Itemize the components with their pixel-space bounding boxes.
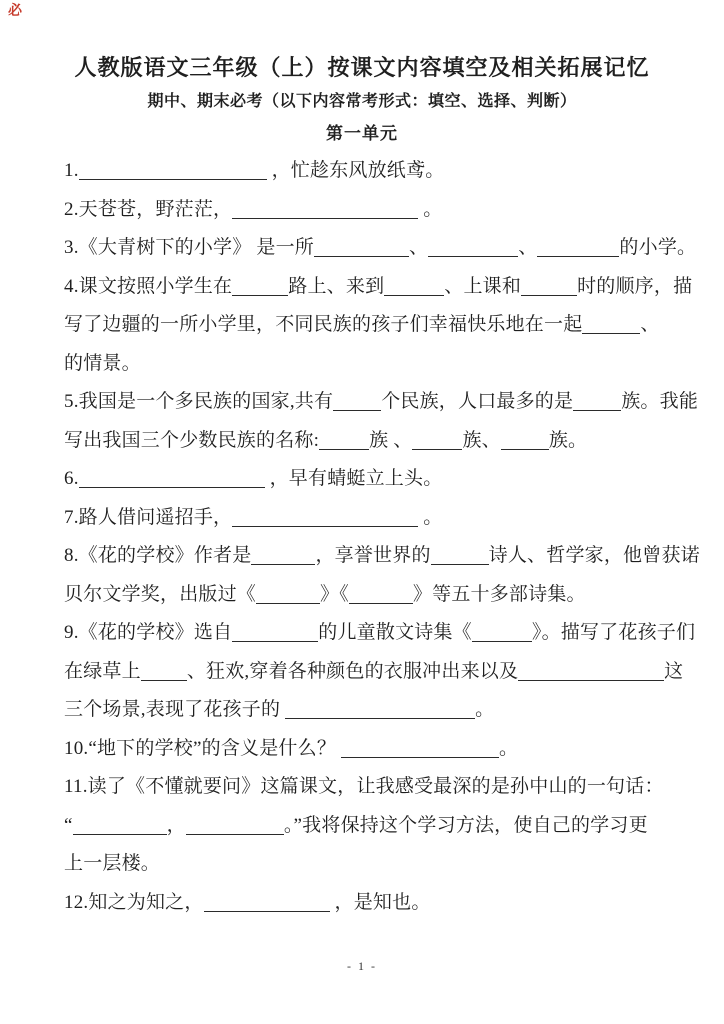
- text-run: 、狂欢,穿着各种颜色的衣服冲出来以及: [186, 660, 519, 682]
- text-run: 、: [518, 237, 538, 258]
- text-line: [64, 653, 684, 692]
- text-run: 4.课文按照小学生在: [64, 275, 233, 297]
- fill-blank: [573, 406, 621, 411]
- text-run: 9.《花的学校》选自: [64, 622, 233, 643]
- text-run: 。: [418, 506, 443, 528]
- text-run: 3.《大青树下的小学》 是一所: [64, 237, 315, 258]
- text-line: [64, 191, 660, 230]
- text-line: [64, 268, 693, 307]
- text-run: 的小学。: [619, 237, 697, 258]
- fill-blank: [501, 445, 549, 450]
- text-run: 写出我国三个少数民族的名称:: [64, 429, 320, 451]
- text-run: 。”我将保持这个学习方法，使自己的学习更: [283, 814, 648, 836]
- fill-blank: [232, 522, 418, 527]
- document-content: [64, 50, 700, 922]
- text-run: 时的顺序，描: [577, 275, 693, 297]
- text-run: 、: [640, 314, 660, 335]
- text-line: [64, 306, 660, 345]
- text-run: ，忙趁东风放纸鸢。: [266, 160, 445, 181]
- fill-blank: [472, 637, 532, 642]
- text-line: [64, 845, 660, 884]
- fill-blank: [319, 445, 369, 450]
- text-run: 5.我国是一个多民族的国家,共有: [64, 391, 334, 412]
- text-run: 1.: [64, 160, 79, 181]
- text-line: [64, 345, 660, 384]
- fill-blank: [431, 560, 489, 565]
- text-line: [64, 730, 660, 769]
- text-run: 10.“地下的学校”的含义是什么？: [64, 737, 341, 759]
- fill-blank: [232, 637, 318, 642]
- text-run: 2.天苍苍，野茫茫，: [64, 198, 233, 220]
- fill-blank: [79, 175, 267, 180]
- text-run: 上一层楼。: [64, 853, 161, 874]
- text-run: 》《: [320, 583, 349, 605]
- text-run: 族。我能: [621, 391, 699, 412]
- fill-blank: [251, 560, 315, 565]
- fill-blank: [349, 599, 413, 604]
- text-line: [64, 460, 660, 499]
- text-line: [64, 768, 664, 807]
- text-run: ，: [166, 814, 186, 836]
- fill-blank: [204, 907, 330, 912]
- fill-blank: [518, 676, 664, 681]
- text-run: 族 、: [369, 429, 413, 451]
- red-corner-stamp-icon: 必: [8, 4, 22, 19]
- text-run: 诗人、哲学家，他曾获诺: [488, 545, 700, 566]
- text-line: [64, 576, 660, 615]
- text-run: 贝尔文学奖，出版过《: [64, 583, 257, 605]
- text-run: 路上、来到: [288, 275, 385, 297]
- text-run: 、上课和: [444, 275, 522, 297]
- text-run: 11.读了《不懂就要问》这篇课文，让我感受最深的是孙中山的一句话：: [64, 776, 664, 797]
- fill-blank: [314, 252, 409, 257]
- text-run: 》。描写了花孩子们: [531, 622, 696, 643]
- text-run: ，早有蜻蜓立上头。: [264, 468, 443, 489]
- text-run: 、: [409, 237, 429, 258]
- text-run: 族、: [462, 429, 501, 451]
- text-run: 这: [664, 660, 684, 682]
- text-run: 。: [475, 699, 495, 720]
- text-run: “: [64, 814, 73, 836]
- text-run: 的情景。: [64, 352, 141, 374]
- text-line: [64, 383, 699, 422]
- fill-blank: [341, 753, 499, 758]
- text-run: 的儿童散文诗集《: [318, 622, 472, 643]
- fill-blank: [186, 830, 284, 835]
- fill-blank: [73, 830, 167, 835]
- text-run: 在绿草上: [64, 660, 141, 682]
- text-line: [64, 884, 660, 923]
- text-line: [64, 152, 660, 191]
- fill-blank: [232, 214, 418, 219]
- text-run: 写了边疆的一所小学里，不同民族的孩子们幸福快乐地在一起: [64, 314, 583, 335]
- text-run: 三个场景,表现了花孩子的: [64, 699, 286, 720]
- document-title: 人教版语文三年级（上）按课文内容填空及相关拓展记忆: [74, 55, 650, 80]
- question-lines: [64, 152, 700, 922]
- text-line: [64, 229, 697, 268]
- text-run: 12.知之为知之，: [64, 891, 204, 913]
- text-run: 个民族，人口最多的是: [381, 391, 574, 412]
- fill-blank: [79, 483, 265, 488]
- text-line: [64, 691, 660, 730]
- fill-blank: [428, 252, 518, 257]
- fill-blank: [521, 291, 577, 296]
- text-run: 7.路人借问遥招手，: [64, 506, 233, 528]
- text-line: [64, 422, 660, 461]
- fill-blank: [256, 599, 320, 604]
- fill-blank: [141, 676, 187, 681]
- text-line: [64, 499, 660, 538]
- text-run: 6.: [64, 468, 79, 489]
- fill-blank: [232, 291, 288, 296]
- text-run: 8.《花的学校》作者是: [64, 545, 252, 566]
- fill-blank: [582, 329, 640, 334]
- text-run: 。: [498, 737, 519, 759]
- fill-blank: [412, 445, 462, 450]
- fill-blank: [537, 252, 619, 257]
- document-subtitle: 期中、期末必考（以下内容常考形式：填空、选择、判断）: [147, 93, 577, 110]
- text-run: 族。: [548, 429, 588, 451]
- section-heading: 第一单元: [326, 124, 398, 143]
- fill-blank: [333, 406, 381, 411]
- page-number: - 1 -: [347, 959, 377, 973]
- text-line: [64, 614, 696, 653]
- text-run: ，是知也。: [329, 891, 431, 913]
- text-run: 》等五十多部诗集。: [412, 583, 586, 605]
- fill-blank: [384, 291, 444, 296]
- fill-blank: [285, 714, 475, 719]
- text-run: 。: [418, 198, 443, 220]
- text-line: [64, 807, 660, 846]
- text-run: ，享誉世界的: [315, 545, 431, 566]
- text-line: [64, 537, 700, 576]
